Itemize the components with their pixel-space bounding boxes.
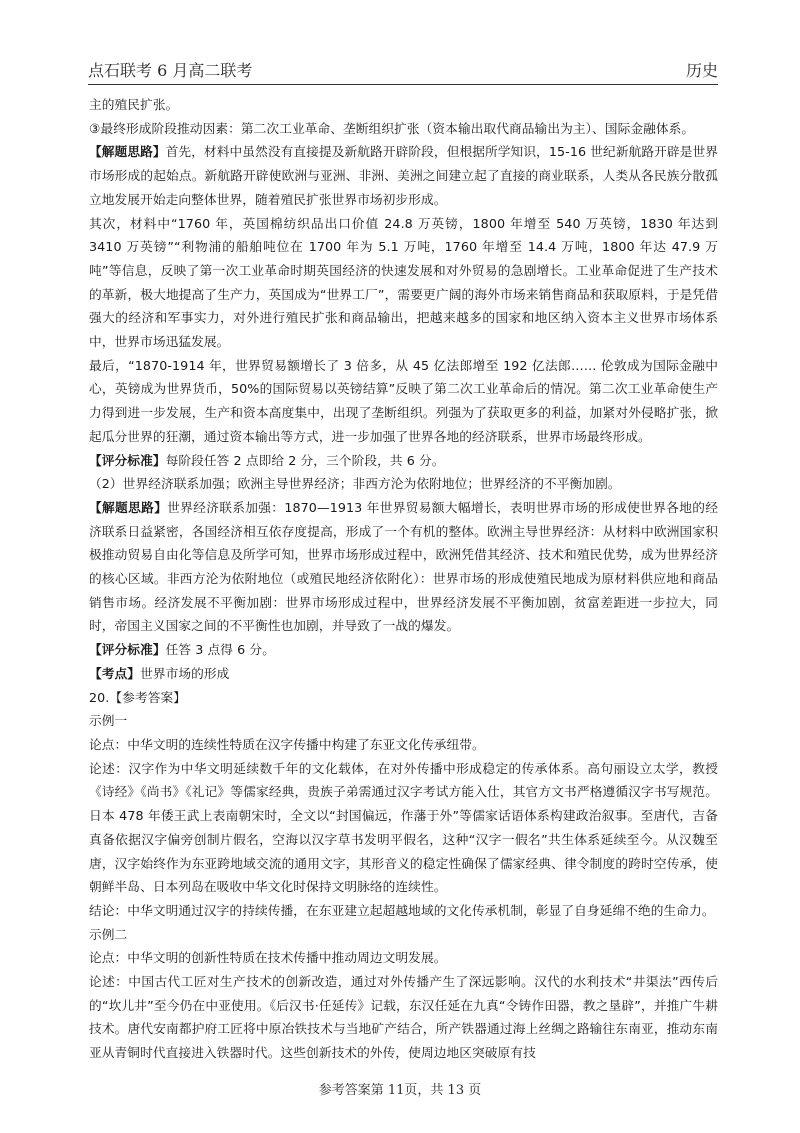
paragraph: 【考点】世界市场的形成 (89, 665, 230, 681)
paragraph: 论述：汉字作为中华文明延续数千年的文化载体，在对外传播中形成稳定的传承体系。高句丽设立太学，教授《诗经》《尚书》《礼记》等儒家经典，贵族子弟需通过汉字考试方能入仕，其官方文书严格遵循汉字书写规范。日本 478 年倭王武上表南朝宋时，全文以“封国偏远，作藩于外”等儒家话语体系构建政治叙事。至唐代，吉备真备依据汉字偏旁创制片假名，空海以汉字草书发明平假名，这种“汉字一假名”共生体系延续至今。从汉魏至唐，汉字始终作为东亚跨地域交流的通用文字，其形音义的稳定性确保了儒家经典、律令制度的跨时空传承，使朝鲜半岛、日本列岛在吸收中华文化时保持文明脉络的连续性。 (89, 760, 718, 895)
paragraph: 最后，“1870-1914 年，世界贸易额增长了 3 倍多，从 45 亿法郎增至 192 亿法郎…… 伦敦成为国际金融中心，英镑成为世界货币，50%的国际贸易以英镑结算”反映了第二次工业革命后的情况。第二次工业革命使生产力得到进一步发展，生产和资本高度集中，出现了垄断组织。列强为了获取更多的利益，加紧对外侵略扩张，掀起瓜分世界的狂潮，通过资本输出等方式，进一步加强了世界各地的经济联系，世界市场最终形成。 (89, 357, 718, 444)
paragraph: 【解题思路】世界经济联系加强：1870—1913 年世界贸易额大幅增长，表明世界市场的形成使世界各地的经济联系日益紧密，各国经济相互依存度提高，形成了一个有机的整体。欧洲主导世界经济：从材料中欧洲国家积极推动贸易自由化等信息及所学可知，世界市场形成过程中，欧洲凭借其经济、技术和殖民优势，成为世界经济的核心区域。非西方沦为依附地位（或殖民地经济依附化）：世界市场的形成使殖民地成为原材料供应地和商品销售市场。经济发展不平衡加剧：世界市场形成过程中，世界经济发展不平衡加剧，贫富差距进一步拉大，同时，帝国主义国家之间的不平衡性也加剧，并导致了一战的爆发。 (89, 499, 718, 634)
paragraph: 【评分标准】每阶段任答 2 点即给 2 分，三个阶段，共 6 分。 (89, 452, 445, 468)
section-tag: 【评分标准】 (89, 452, 166, 468)
paragraph: 【解题思路】首先，材料中虽然没有直接提及新航路开辟阶段，但根据所学知识，15-16 世纪新航路开辟是世界市场形成的起始点。新航路开辟使欧洲与亚洲、非洲、美洲之间建立起了直接的商业联系，人类从各民族分散孤立地发展开始走向整体世界，随着殖民扩张世界市场初步形成。 (89, 144, 719, 207)
paragraph: （2）世界经济联系加强；欧洲主导世界经济；非西方沦为依附地位；世界经济的不平衡加剧。 (89, 476, 621, 492)
section-tag: 【解题思路】 (89, 144, 166, 160)
header-subject: 历史 (685, 61, 718, 80)
section-tag: 【解题思路】 (89, 499, 168, 515)
page-header (88, 57, 718, 81)
paragraph: ③最终形成阶段推动因素：第二次工业革命、垄断组织扩张（资本输出取代商品输出为主）、国际金融体系。 (89, 120, 695, 136)
paragraph: 论点：中华文明的创新性特质在技术传播中推动周边文明发展。 (89, 950, 447, 966)
paragraph: 20.【参考答案】 (89, 689, 187, 705)
paragraph: 论述：中国古代工匠对生产技术的创新改造，通过对外传播产生了深远影响。汉代的水利技术“井渠法”西传后的“坎儿井”至今仍在中亚使用。《后汉书·任延传》记载，东汉任延在九真“令铸作田器，教之垦辟”，并推广牛耕技术。唐代安南都护府工匠将中原冶铁技术与当地矿产结合，所产铁器通过海上丝绸之路输往东南亚，推动东南亚从青铜时代直接进入铁器时代。这些创新技术的外传，使周边地区突破原有技 (89, 974, 718, 1061)
header-exam-title: 点石联考 6 月高二联考 (88, 61, 253, 80)
paragraph: 论点：中华文明的连续性特质在汉字传播中构建了东亚文化传承纽带。 (89, 736, 485, 752)
header-divider (88, 84, 718, 85)
paragraph: 主的殖民扩张。 (89, 97, 179, 112)
answer-body (89, 93, 718, 1065)
paragraph: 【评分标准】任答 3 点得 6 分。 (89, 642, 275, 658)
page-footer: 参考答案第 11页，共 13 页 (318, 1083, 482, 1098)
paragraph: 示例二 (89, 926, 128, 942)
paragraph: 结论：中华文明通过汉字的持续传播，在东亚建立起超越地域的文化传承机制，彰显了自身延绵不绝的生命力。 (89, 902, 715, 918)
section-tag: 【考点】 (89, 665, 141, 681)
paragraph: 其次，材料中“1760 年，英国棉纺织品出口价值 24.8 万英镑，1800 年增至 540 万英镑，1830 年达到 3410 万英镑”“利物浦的船舶吨位在 1700 年为 5.1 万吨，1760 年增至 14.4 万吨，1800 年达 47.9 万吨”等信息，反映了第一次工业革命时期英国经济的快速发展和对外贸易的急剧增长。工业革命促进了生产技术的革新，极大地提高了生产力，英国成为“世界工厂”，需要更广阔的海外市场来销售商品和获取原料，于是凭借强大的经济和军事实力，对外进行殖民扩张和商品输出，把越来越多的国家和地区纳入资本主义世界市场体系中，世界市场迅猛发展。 (89, 215, 718, 350)
section-tag: 【评分标准】 (89, 642, 166, 658)
paragraph: 示例一 (89, 713, 128, 729)
